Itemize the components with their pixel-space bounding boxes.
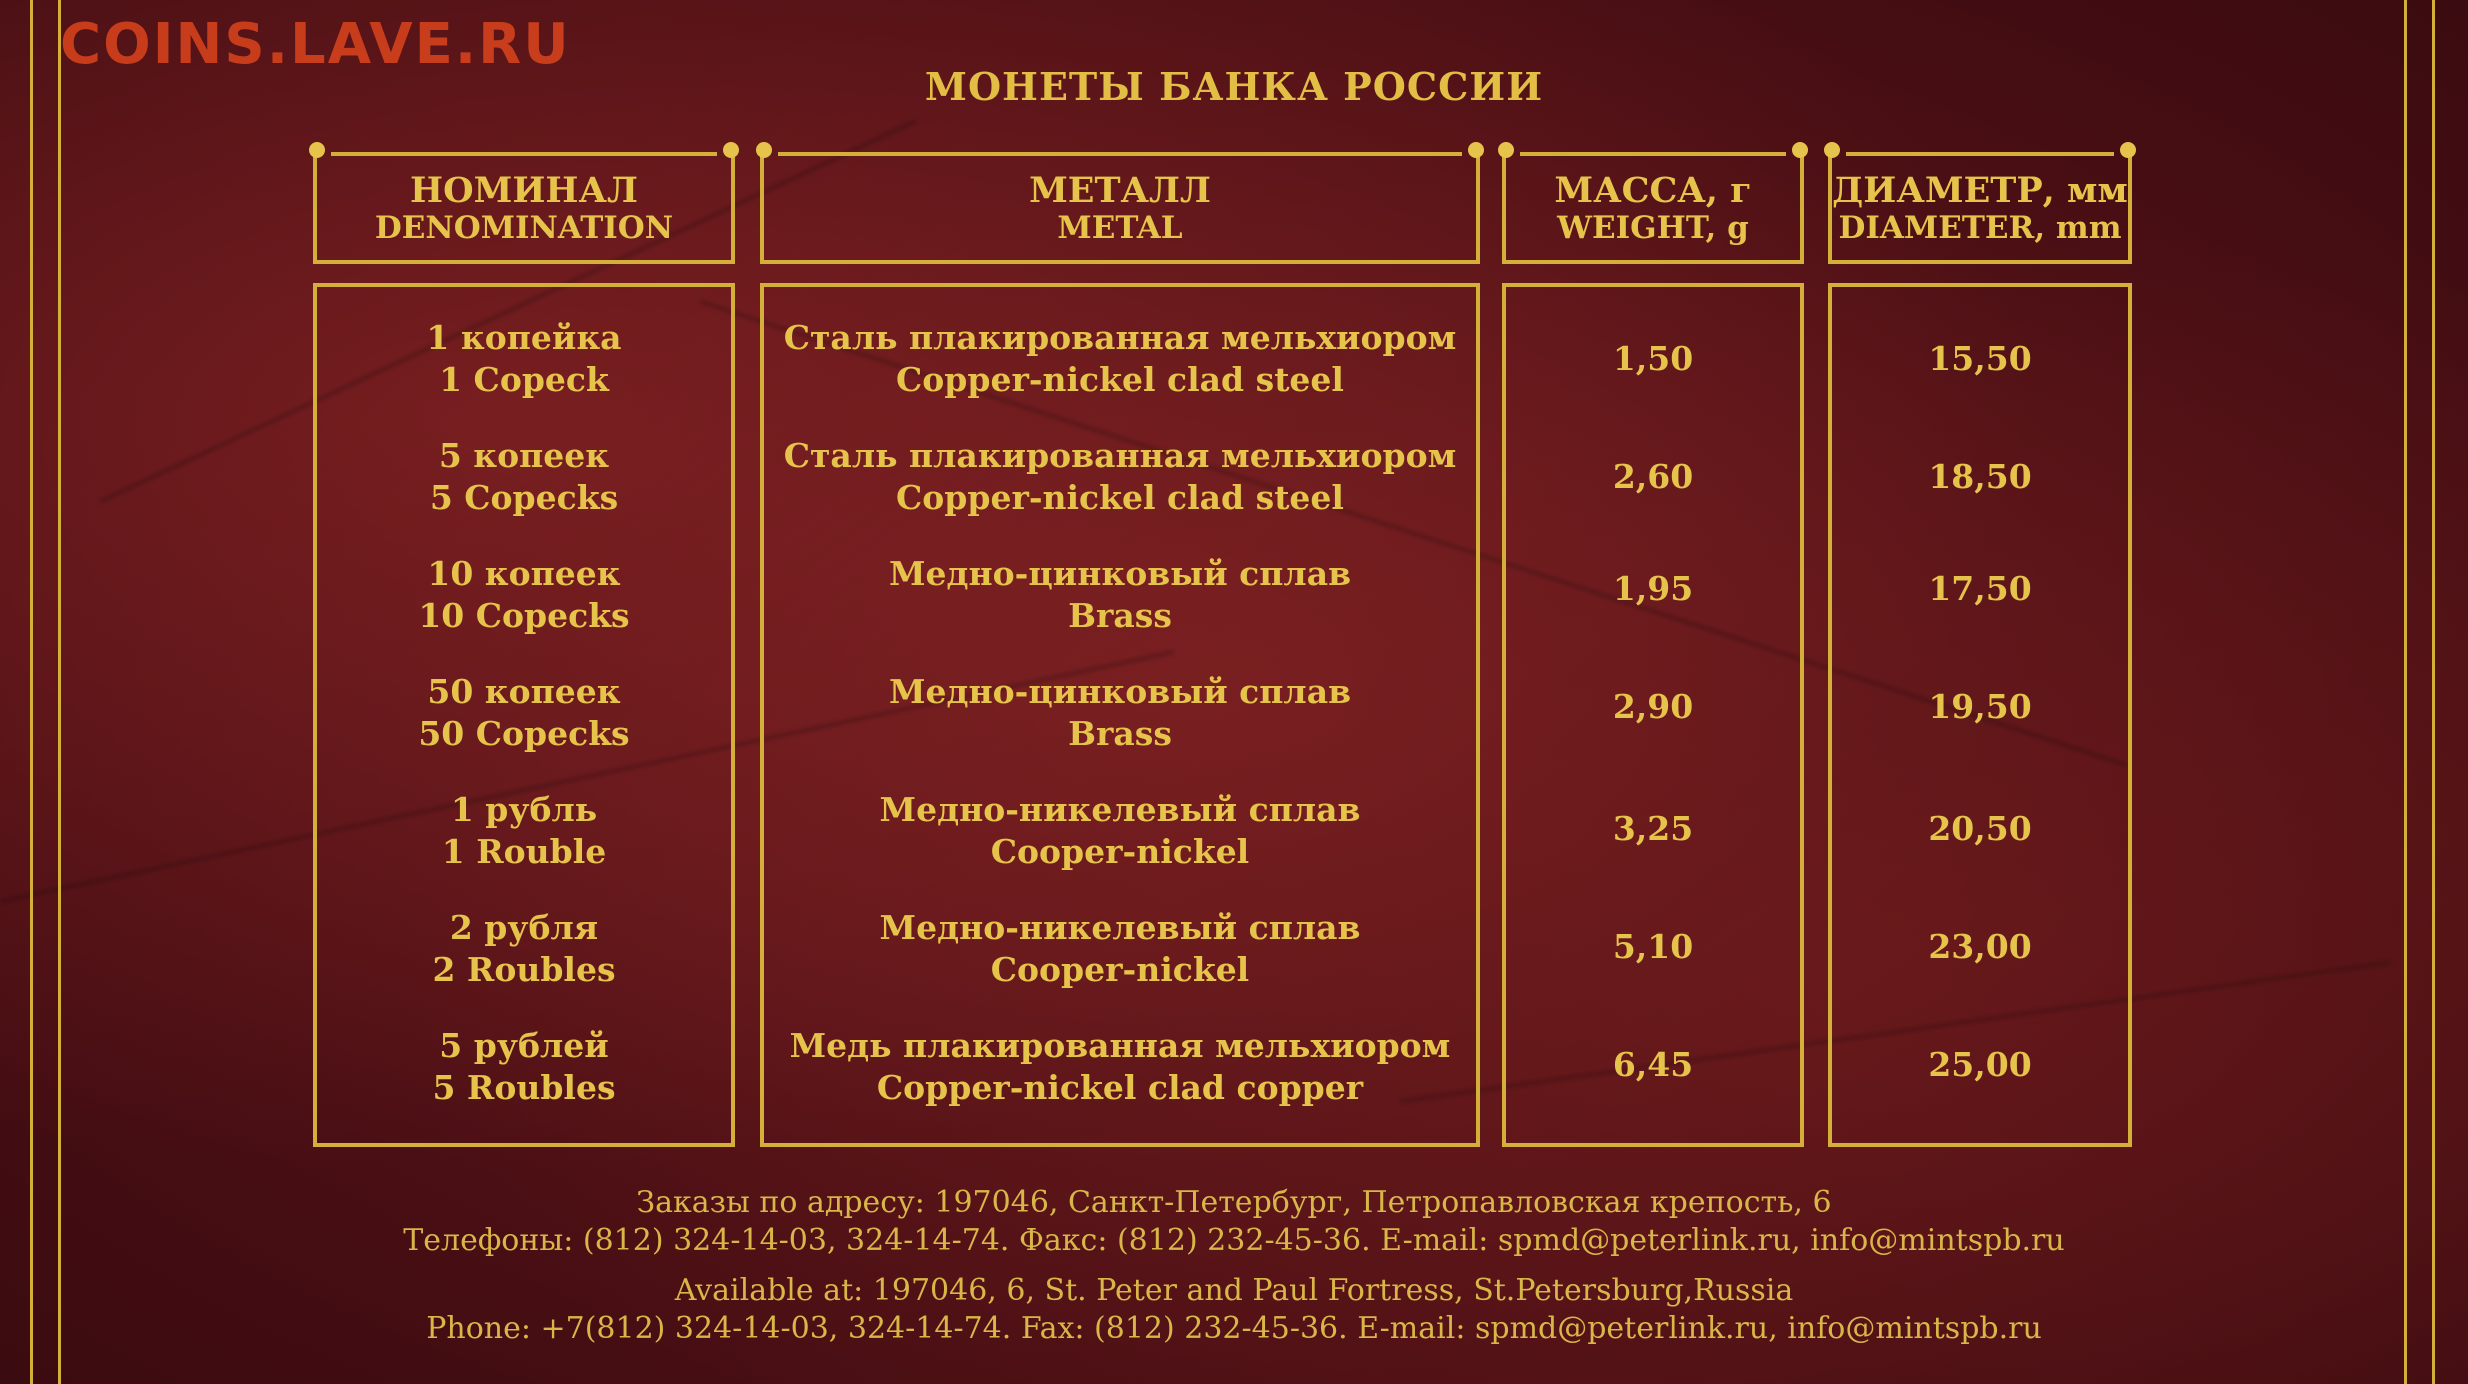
table-cell-weight: 5,10 [1612,927,1694,966]
table-cell-metal: Медь плакированная мельхиором Copper-nickel clad copper [789,1026,1451,1107]
table-cell-metal: Медно-цинковый сплав Brass [888,672,1352,753]
ornament-dot [309,142,325,158]
table-cell-weight: 1,50 [1612,339,1694,378]
header-metal [760,152,1480,264]
header-diameter-en: DIAMETER, mm [1838,210,2122,246]
header-denomination-en: DENOMINATION [374,210,674,246]
table-cell-denomination: 10 копеек 10 Copecks [418,554,630,635]
table-cell-denomination: 1 рубль 1 Rouble [441,790,607,871]
watermark: COINS.LAVE.RU [60,12,571,77]
footer-english [0,1272,2468,1348]
header-weight [1502,152,1804,264]
column-denomination [313,283,735,1147]
table-cell-weight: 6,45 [1612,1045,1694,1084]
table-cell-weight: 1,95 [1612,569,1694,608]
table-cell-denomination: 2 рубля 2 Roubles [432,908,616,989]
ornament-dot [756,142,772,158]
footer-en-address: Available at: 197046, 6, St. Peter and Paul Fortress, St.Petersburg,Russia [674,1273,1794,1308]
table-cell-diameter: 15,50 [1928,339,2032,378]
ornament-dot [2120,142,2136,158]
page-title: МОНЕТЫ БАНКА РОССИИ [924,64,1544,109]
footer-ru-phones: Телефоны: (812) 324-14-03, 324-14-74. Факс: (812) 232-45-36. E-mail: spmd@peterlink.ru, info@mintspb.ru [403,1223,2065,1258]
table-cell-denomination: 5 рублей 5 Roubles [432,1026,616,1107]
footer-en-phones: Phone: +7(812) 324-14-03, 324-14-74. Fax: (812) 232-45-36. E-mail: spmd@peterlink.ru, info@mintspb.ru [426,1311,2042,1346]
column-diameter [1828,283,2132,1147]
table-cell-metal: Медно-цинковый сплав Brass [888,554,1352,635]
frame-line-right-inner [2404,0,2407,1384]
table-cell-denomination: 50 копеек 50 Copecks [418,672,630,753]
header-weight-en: WEIGHT, g [1557,210,1749,246]
frame-line-right-outer [2432,0,2435,1384]
table-cell-weight: 2,90 [1612,687,1694,726]
ornament-dot [1792,142,1808,158]
frame-line-left-outer [30,0,33,1384]
header-diameter-ru: ДИАМЕТР, мм [1832,170,2128,211]
header-weight-ru: МАССА, г [1554,170,1752,211]
column-metal [760,283,1480,1147]
ornament-dot [723,142,739,158]
table-cell-weight: 2,60 [1612,457,1694,496]
header-denomination-ru: НОМИНАЛ [410,170,638,211]
table-cell-diameter: 17,50 [1928,569,2032,608]
table-cell-diameter: 19,50 [1928,687,2032,726]
table-cell-metal: Медно-никелевый сплав Cooper-nickel [879,790,1361,871]
table-cell-metal: Медно-никелевый сплав Cooper-nickel [879,908,1361,989]
table-cell-denomination: 1 копейка 1 Copeck [426,318,622,399]
header-metal-ru: МЕТАЛЛ [1029,170,1211,211]
table-cell-metal: Сталь плакированная мельхиором Copper-nickel clad steel [783,318,1457,399]
header-diameter [1828,152,2132,264]
header-denomination [313,152,735,264]
table-cell-diameter: 23,00 [1928,927,2032,966]
frame-line-left-inner [58,0,61,1384]
table-cell-weight: 3,25 [1612,809,1694,848]
header-metal-en: METAL [1057,210,1183,246]
ornament-dot [1824,142,1840,158]
table-cell-diameter: 18,50 [1928,457,2032,496]
table-cell-diameter: 25,00 [1928,1045,2032,1084]
footer-russian [0,1184,2468,1260]
ornament-dot [1468,142,1484,158]
column-weight [1502,283,1804,1147]
footer-ru-address: Заказы по адресу: 197046, Санкт-Петербург, Петропавловская крепость, 6 [636,1185,1832,1220]
table-cell-diameter: 20,50 [1928,809,2032,848]
ornament-dot [1498,142,1514,158]
table-cell-metal: Сталь плакированная мельхиором Copper-nickel clad steel [783,436,1457,517]
table-cell-denomination: 5 копеек 5 Copecks [429,436,619,517]
